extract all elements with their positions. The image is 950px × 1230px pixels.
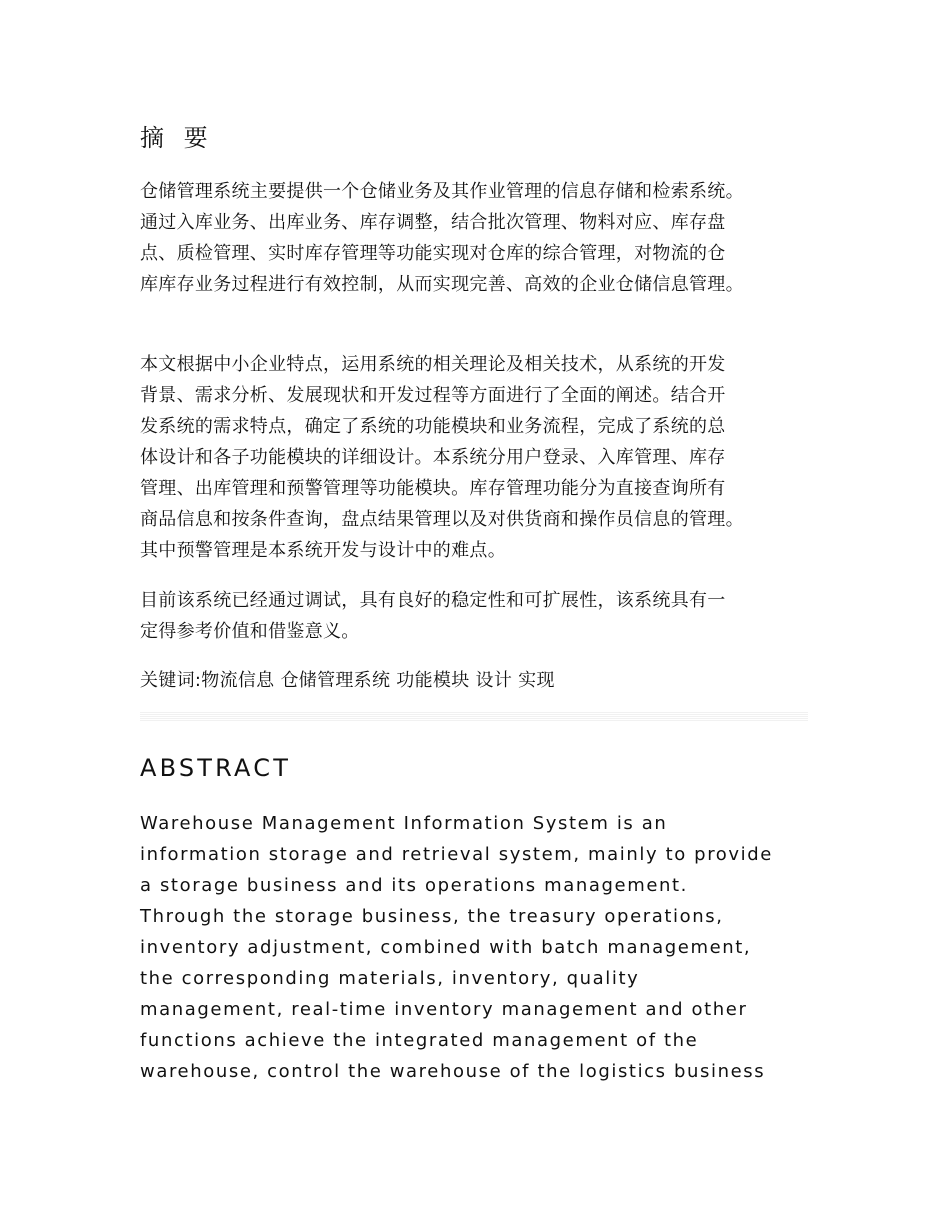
abstract-en-title: ABSTRACT — [140, 754, 292, 782]
keywords-text: 关键词:物流信息 仓储管理系统 功能模块 设计 实现 — [140, 670, 555, 691]
text-line: Through the storage business, the treasury operations, — [140, 906, 724, 927]
text-line: inventory adjustment, combined with batch management, — [140, 937, 752, 958]
text-line: 点、质检管理、实时库存管理等功能实现对仓库的综合管理，对物流的仓 — [140, 243, 726, 264]
text-line: a storage business and its operations management. — [140, 875, 688, 896]
text-line: 仓储管理系统主要提供一个仓储业务及其作业管理的信息存储和检索系统。 — [140, 181, 744, 202]
text-line: 管理、出库管理和预警管理等功能模块。库存管理功能分为直接查询所有 — [140, 478, 726, 499]
text-line: 通过入库业务、出库业务、库存调整，结合批次管理、物料对应、库存盘 — [140, 212, 726, 233]
text-line: 其中预警管理是本系统开发与设计中的难点。 — [140, 540, 506, 561]
text-line: 库库存业务过程进行有效控制，从而实现完善、高效的企业仓储信息管理。 — [140, 274, 744, 295]
text-line: information storage and retrieval system, mainly to provide — [140, 844, 773, 865]
abstract-cn-title: 摘 要 — [140, 124, 214, 152]
abstract-cn-paragraph-3 — [140, 585, 820, 647]
text-line: 体设计和各子功能模块的详细设计。本系统分用户登录、入库管理、库存 — [140, 447, 726, 468]
section-divider — [140, 712, 808, 722]
abstract-cn-paragraph-2 — [140, 349, 820, 566]
text-line: the corresponding materials, inventory, quality — [140, 968, 640, 989]
text-line: 目前该系统已经通过调试，具有良好的稳定性和可扩展性，该系统具有一 — [140, 590, 726, 611]
text-line: Warehouse Management Information System is an — [140, 813, 668, 834]
text-line: management, real-time inventory management and other — [140, 999, 748, 1020]
text-line: 本文根据中小企业特点，运用系统的相关理论及相关技术，从系统的开发 — [140, 354, 726, 375]
keywords-line — [140, 665, 820, 696]
text-line: 背景、需求分析、发展现状和开发过程等方面进行了全面的阐述。结合开 — [140, 385, 726, 406]
text-line: 商品信息和按条件查询，盘点结果管理以及对供货商和操作员信息的管理。 — [140, 509, 744, 530]
text-line: 定得参考价值和借鉴意义。 — [140, 621, 360, 642]
text-line: functions achieve the integrated management of the — [140, 1030, 699, 1051]
text-line: warehouse, control the warehouse of the logistics business — [140, 1061, 766, 1082]
abstract-en-paragraph — [140, 808, 820, 1087]
text-line: 发系统的需求特点，确定了系统的功能模块和业务流程，完成了系统的总 — [140, 416, 726, 437]
abstract-cn-paragraph-1 — [140, 176, 820, 300]
